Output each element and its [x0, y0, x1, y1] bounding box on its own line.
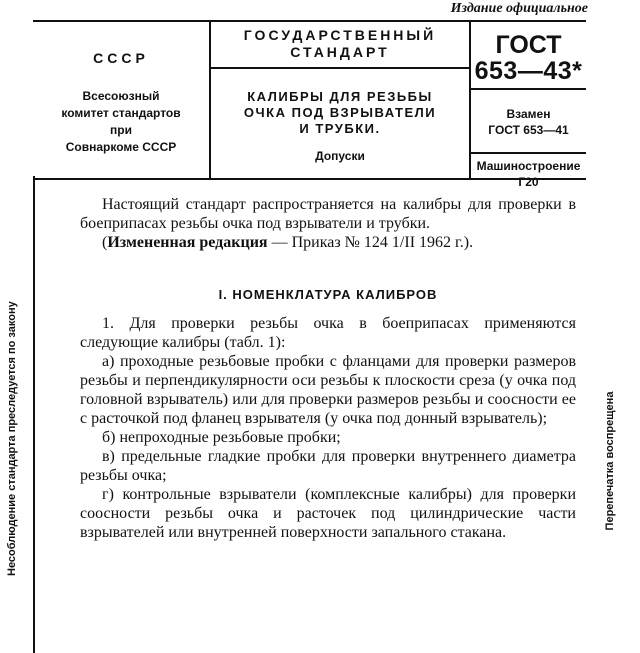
gost-id — [471, 22, 586, 90]
amendment-bold: Измененная редакция — [107, 234, 268, 251]
replaces-note — [471, 90, 586, 154]
standard-type-line: ГОСУДАРСТВЕННЫЙ — [243, 27, 437, 43]
committee-line: Всесоюзный — [82, 89, 160, 103]
committee-line: комитет стандартов — [61, 106, 181, 120]
list-item: г) контрольные взрыватели (комплексные калибры) для проверки соосности резьбы очка и расточек под цилиндрические части взрывателей или внутренней поверхности запального стакана. — [80, 486, 576, 541]
list-item: а) проходные резьбовые пробки с фланцами для проверки размеров резьбы и перпендикулярности оси резьбы к плоскости среза (у очка под головной взрыватель) или для проверки размеров резьбы и соосности ее с расточкой под фланец взрывателя (у очка под донный взрыватель); — [80, 353, 576, 427]
gost-label: ГОСТ — [495, 31, 562, 59]
side-note-right: Перепечатка воспрещена — [604, 391, 616, 531]
list-item: в) предельные гладкие пробки для проверки внутреннего диаметра резьбы очка; — [80, 448, 576, 484]
country-label: СССР — [93, 50, 149, 66]
standard-type-line: СТАНДАРТ — [290, 44, 390, 60]
replaces-line: Взамен — [506, 107, 551, 121]
side-note-left: Несоблюдение стандарта преследуется по закону — [6, 301, 18, 576]
document-title — [211, 89, 469, 137]
document-subtitle: Допуски — [315, 149, 365, 163]
amendment-note — [80, 233, 576, 252]
document-header — [33, 20, 586, 189]
intro-paragraph: Настоящий стандарт распространяется на калибры для проверки в боеприпасах резьбы очка под взрыватели и трубки. — [80, 196, 576, 232]
title-line: И ТРУБКИ. — [299, 121, 381, 136]
title-line: КАЛИБРЫ ДЛЯ РЕЗЬБЫ — [247, 89, 433, 104]
replaces-line: ГОСТ 653—41 — [488, 123, 569, 137]
list-item: б) непроходные резьбовые пробки; — [102, 429, 341, 446]
title-line: ОЧКА ПОД ВЗРЫВАТЕЛИ — [243, 105, 437, 120]
classification — [471, 154, 586, 190]
paragraph: 1. Для проверки резьбы очка в боеприпасах применяются следующие калибры (табл. 1): — [80, 315, 576, 351]
committee-line: Совнаркоме СССР — [65, 140, 177, 154]
issuer-column — [33, 22, 211, 178]
classification-line: Машиностроение — [476, 159, 581, 173]
title-column — [211, 22, 471, 178]
left-border-line — [33, 176, 35, 653]
amendment-text: — Приказ № 124 1/II 1962 г.). — [267, 234, 474, 251]
standard-type — [211, 22, 469, 69]
amendment-paren: ( — [102, 234, 108, 251]
document-body — [80, 195, 576, 542]
committee-name — [33, 88, 209, 156]
classification-line: Г20 — [518, 175, 539, 189]
gost-column — [471, 22, 586, 189]
section-title: I. НОМЕНКЛАТУРА КАЛИБРОВ — [218, 287, 438, 302]
committee-line: при — [110, 123, 132, 137]
gost-number: 653—43* — [474, 57, 583, 85]
edition-note: Издание официальное — [450, 1, 588, 16]
